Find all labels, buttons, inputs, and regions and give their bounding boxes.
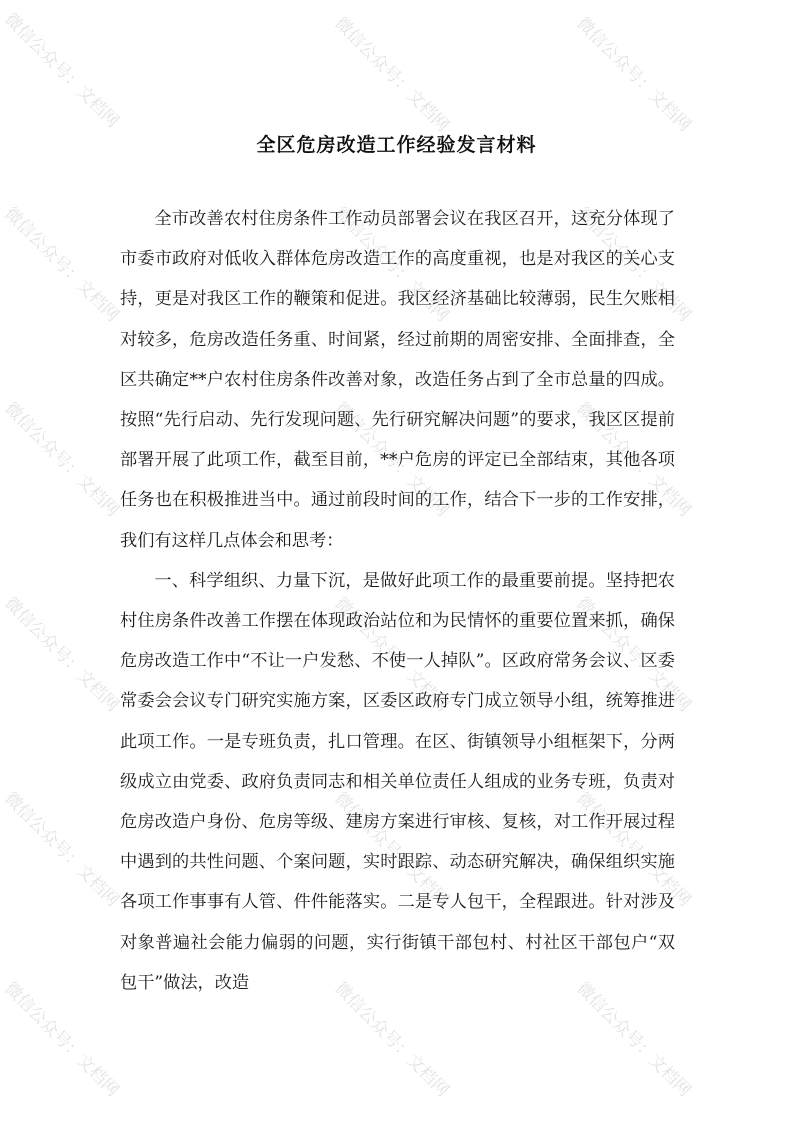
watermark: 微信公众号：文档网 — [572, 593, 695, 716]
document-title: 全区危房改造工作经验发言材料 — [256, 134, 537, 156]
watermark: 微信公众号：文档网 — [0, 593, 123, 716]
watermark: 微信公众号：文档网 — [330, 398, 453, 521]
watermark: 微信公众号：文档网 — [330, 978, 453, 1101]
watermark: 微信公众号：文档网 — [572, 203, 695, 326]
watermark: 微信公众号：文档网 — [330, 203, 453, 326]
watermark: 微信公众号：文档网 — [0, 788, 123, 911]
watermark: 微信公众号：文档网 — [0, 398, 123, 521]
watermark: 微信公众号：文档网 — [0, 978, 123, 1101]
watermark: 微信公众号：文档网 — [572, 788, 695, 911]
paragraph: 全市改善农村住房条件工作动员部署会议在我区召开，这充分体现了市委市政府对低收入群体危房改造工作的高度重视，也是对我区的关心支持，更是对我区工作的鞭策和促进。我区经济基础比较薄弱，民生欠账相对较多，危房改造任务重、时间紧，经过前期的周密安排、全面排查，全区共确定**户农村住房条件改善对象，改造任务占到了全市总量的四成。按照“先行启动、先行发现问题、先行研究解决问题”的要求，我区区提前部署开展了此项工作，截至目前，**户危房的评定已全部结束，其他各项任务也在积极推进当中。通过前段时间的工作，结合下一步的工作安排，我们有这样几点体会和思考： — [120, 209, 675, 551]
watermark: 微信公众号：文档网 — [330, 593, 453, 716]
watermark: 微信公众号：文档网 — [0, 9, 123, 132]
watermark: 微信公众号：文档网 — [0, 203, 123, 326]
watermark: 微信公众号：文档网 — [572, 13, 695, 136]
watermark: 微信公众号：文档网 — [572, 398, 695, 521]
watermark: 微信公众号：文档网 — [330, 788, 453, 911]
watermark: 微信公众号：文档网 — [330, 13, 453, 136]
paragraph: 一、科学组织、力量下沉，是做好此项工作的最重要前提。坚持把农村住房条件改善工作摆在体现政治站位和为民情怀的重要位置来抓，确保危房改造工作中“不让一户发愁、不使一人掉队”。区政府常务会议、区委常委会会议专门研究实施方案，区委区政府专门成立领导小组，统筹推进此项工作。一是专班负责，扎口管理。在区、街镇领导小组框架下，分两级成立由党委、政府负责同志和相关单位责任人组成的业务专班，负责对危房改造户身份、危房等级、建房方案进行审核、复核，对工作开展过程中遇到的共性问题、个案问题，实时跟踪、动态研究解决，确保组织实施各项工作事事有人管、件件能落实。二是专人包干，全程跟进。针对涉及对象普遍社会能力偏弱的问题，实行街镇干部包村、村社区干部包户“双包干”做法，改造 — [120, 570, 675, 993]
watermark: 微信公众号：文档网 — [572, 978, 695, 1101]
document-body — [120, 199, 675, 1003]
